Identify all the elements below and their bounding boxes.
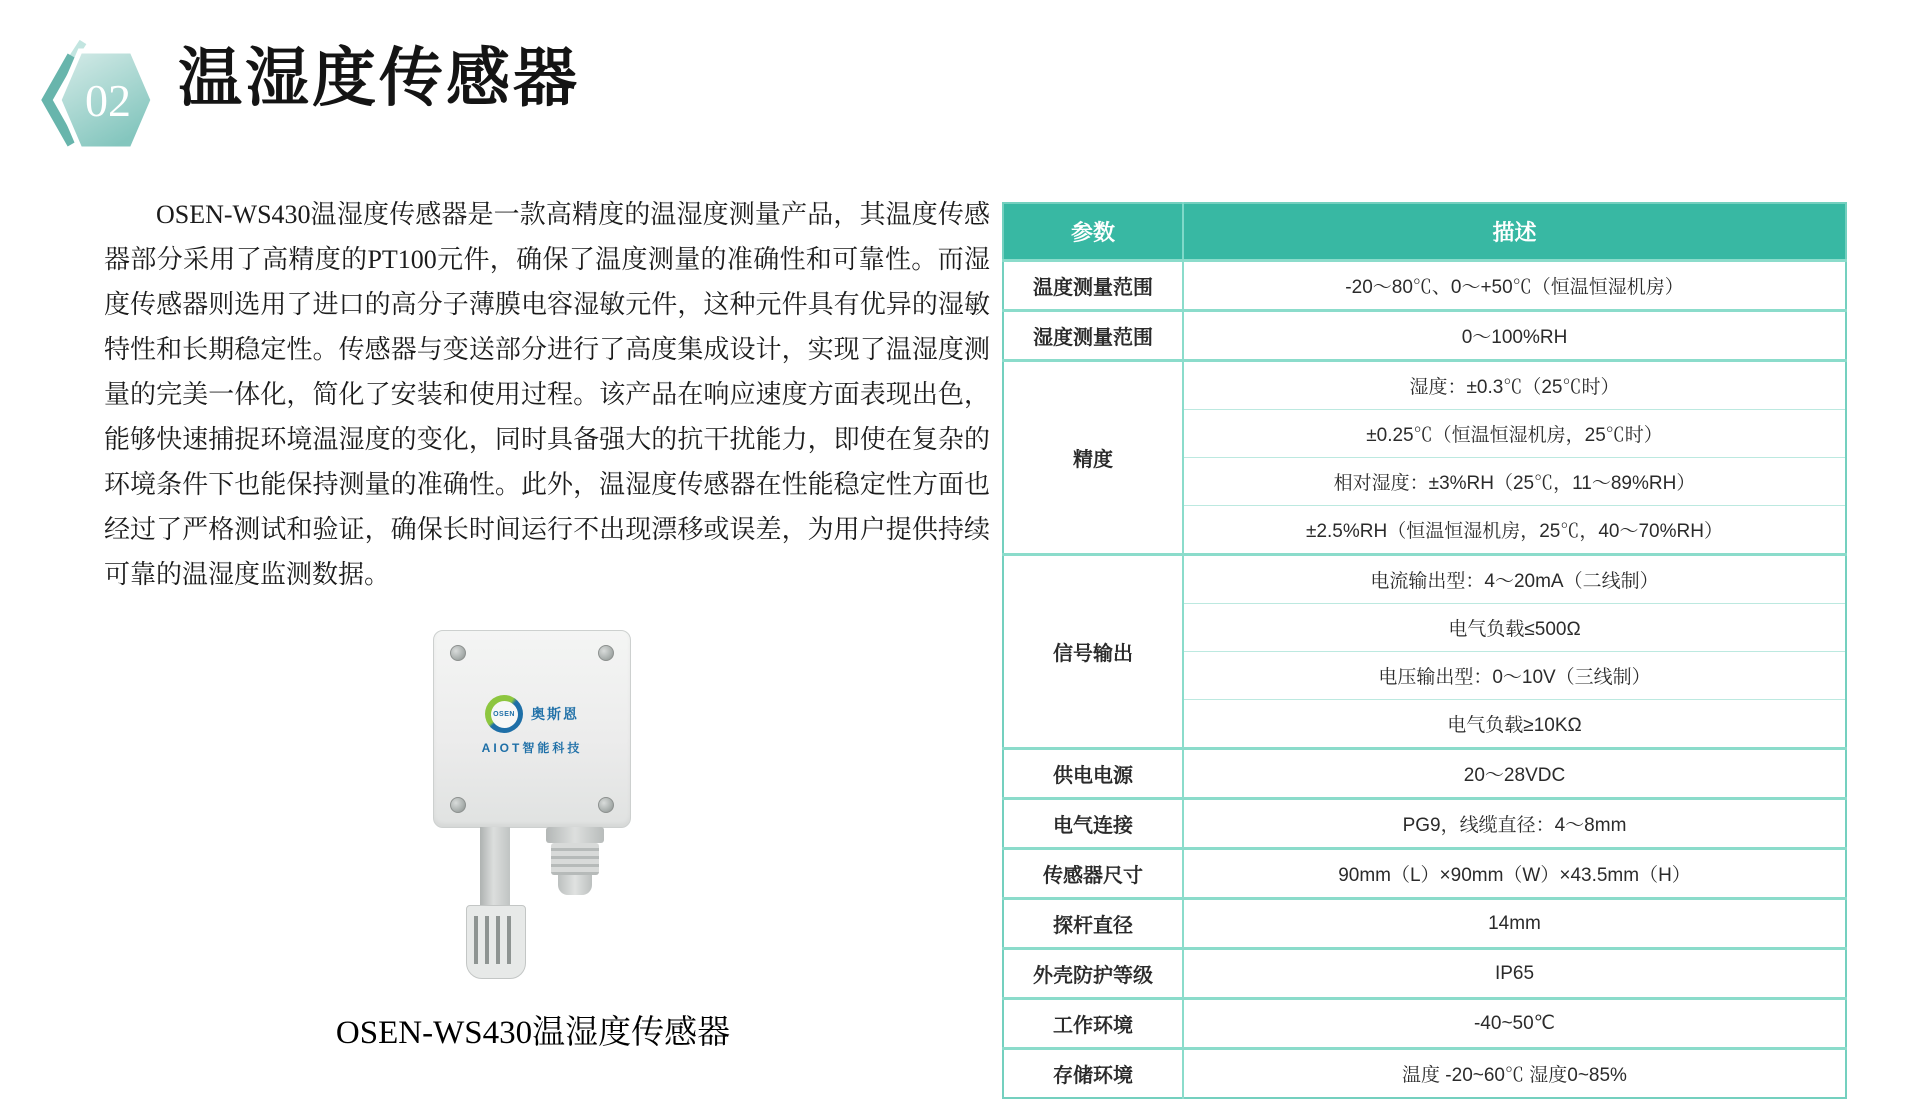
brand-tagline: AIOT智能科技	[481, 741, 583, 755]
spec-row	[1003, 899, 1846, 949]
spec-row	[1003, 949, 1846, 999]
spec-row	[1003, 1049, 1846, 1099]
screw-icon	[598, 645, 614, 661]
spec-param-cell: 精度	[1003, 361, 1183, 555]
spec-desc-cell: 湿度：±0.3℃（25℃时）	[1183, 361, 1846, 410]
spec-param-cell: 存储环境	[1003, 1049, 1183, 1099]
spec-param-cell: 湿度测量范围	[1003, 311, 1183, 361]
spec-row	[1003, 849, 1846, 899]
screw-icon	[450, 797, 466, 813]
intro-paragraph: OSEN-WS430温湿度传感器是一款高精度的温湿度测量产品，其温度传感器部分采用了高精度的PT100元件，确保了温度测量的准确性和可靠性。而湿度传感器则选用了进口的高分子薄膜电容湿敏元件，这种元件具有优异的湿敏特性和长期稳定性。传感器与变送部分进行了高度集成设计，实现了温湿度测量的完美一体化，简化了安装和使用过程。该产品在响应速度方面表现出色，能够快速捕捉环境温湿度的变化，同时具备强大的抗干扰能力，即使在复杂的环境条件下也能保持测量的准确性。此外，温湿度传感器在性能稳定性方面也经过了严格测试和验证，确保长时间运行不出现漂移或误差，为用户提供持续可靠的温湿度监测数据。	[104, 200, 990, 589]
brand-logo-ring-icon	[485, 695, 523, 733]
spec-row	[1003, 749, 1846, 799]
spec-desc-cell: PG9，线缆直径：4～8mm	[1183, 799, 1846, 849]
spec-param-cell: 信号输出	[1003, 555, 1183, 749]
spec-desc-cell: ±0.25℃（恒温恒湿机房，25℃时）	[1183, 410, 1846, 458]
probe-stem	[480, 827, 510, 907]
spec-desc-cell: 电气负载≥10KΩ	[1183, 700, 1846, 749]
product-figure	[433, 630, 629, 990]
spec-desc-cell: 14mm	[1183, 899, 1846, 949]
spec-param-cell: 传感器尺寸	[1003, 849, 1183, 899]
spec-param-cell: 电气连接	[1003, 799, 1183, 849]
spec-desc-cell: 电压输出型：0～10V（三线制）	[1183, 652, 1846, 700]
spec-param-cell: 外壳防护等级	[1003, 949, 1183, 999]
cable-gland-tip	[558, 875, 592, 895]
spec-desc-cell: 相对湿度：±3%RH（25℃，11～89%RH）	[1183, 458, 1846, 506]
spec-param-cell: 工作环境	[1003, 999, 1183, 1049]
badge-number: 02	[85, 75, 131, 126]
spec-desc-cell: IP65	[1183, 949, 1846, 999]
spec-row	[1003, 999, 1846, 1049]
brand-name: 奥斯恩	[531, 706, 579, 722]
cable-gland-body	[551, 843, 599, 875]
spec-param-cell: 温度测量范围	[1003, 261, 1183, 311]
brand-mark: OSEN	[491, 701, 518, 728]
probe-filter-cap	[466, 905, 526, 979]
brand-logo	[434, 695, 630, 756]
screw-icon	[450, 645, 466, 661]
cable-gland-nut	[546, 827, 604, 843]
probe-slots	[474, 916, 518, 964]
spec-desc-cell: 90mm（L）×90mm（W）×43.5mm（H）	[1183, 849, 1846, 899]
spec-desc-cell: 0～100%RH	[1183, 311, 1846, 361]
spec-desc-cell: 温度 -20~60℃ 湿度0~85%	[1183, 1049, 1846, 1099]
spec-param-cell: 供电电源	[1003, 749, 1183, 799]
spec-row	[1003, 311, 1846, 361]
spec-header-desc: 描述	[1183, 203, 1846, 261]
screw-icon	[598, 797, 614, 813]
spec-row	[1003, 799, 1846, 849]
spec-row	[1003, 555, 1846, 604]
page-title: 温湿度传感器	[178, 43, 580, 114]
spec-table	[1002, 202, 1847, 1099]
device-image	[433, 630, 631, 828]
spec-desc-cell: -40~50℃	[1183, 999, 1846, 1049]
spec-table-body	[1003, 261, 1846, 1099]
spec-desc-cell: 电流输出型：4～20mA（二线制）	[1183, 555, 1846, 604]
spec-header-param: 参数	[1003, 203, 1183, 261]
spec-header-row	[1003, 203, 1846, 261]
spec-row	[1003, 361, 1846, 410]
spec-desc-cell: ±2.5%RH（恒温恒湿机房，25℃，40～70%RH）	[1183, 506, 1846, 555]
spec-desc-cell: 电气负载≤500Ω	[1183, 604, 1846, 652]
spec-row	[1003, 261, 1846, 311]
product-caption: OSEN-WS430温湿度传感器	[335, 1015, 731, 1051]
spec-desc-cell: 20～28VDC	[1183, 749, 1846, 799]
spec-param-cell: 探杆直径	[1003, 899, 1183, 949]
section-badge-icon	[36, 38, 160, 162]
spec-desc-cell: -20～80℃、0～+50℃（恒温恒湿机房）	[1183, 261, 1846, 311]
